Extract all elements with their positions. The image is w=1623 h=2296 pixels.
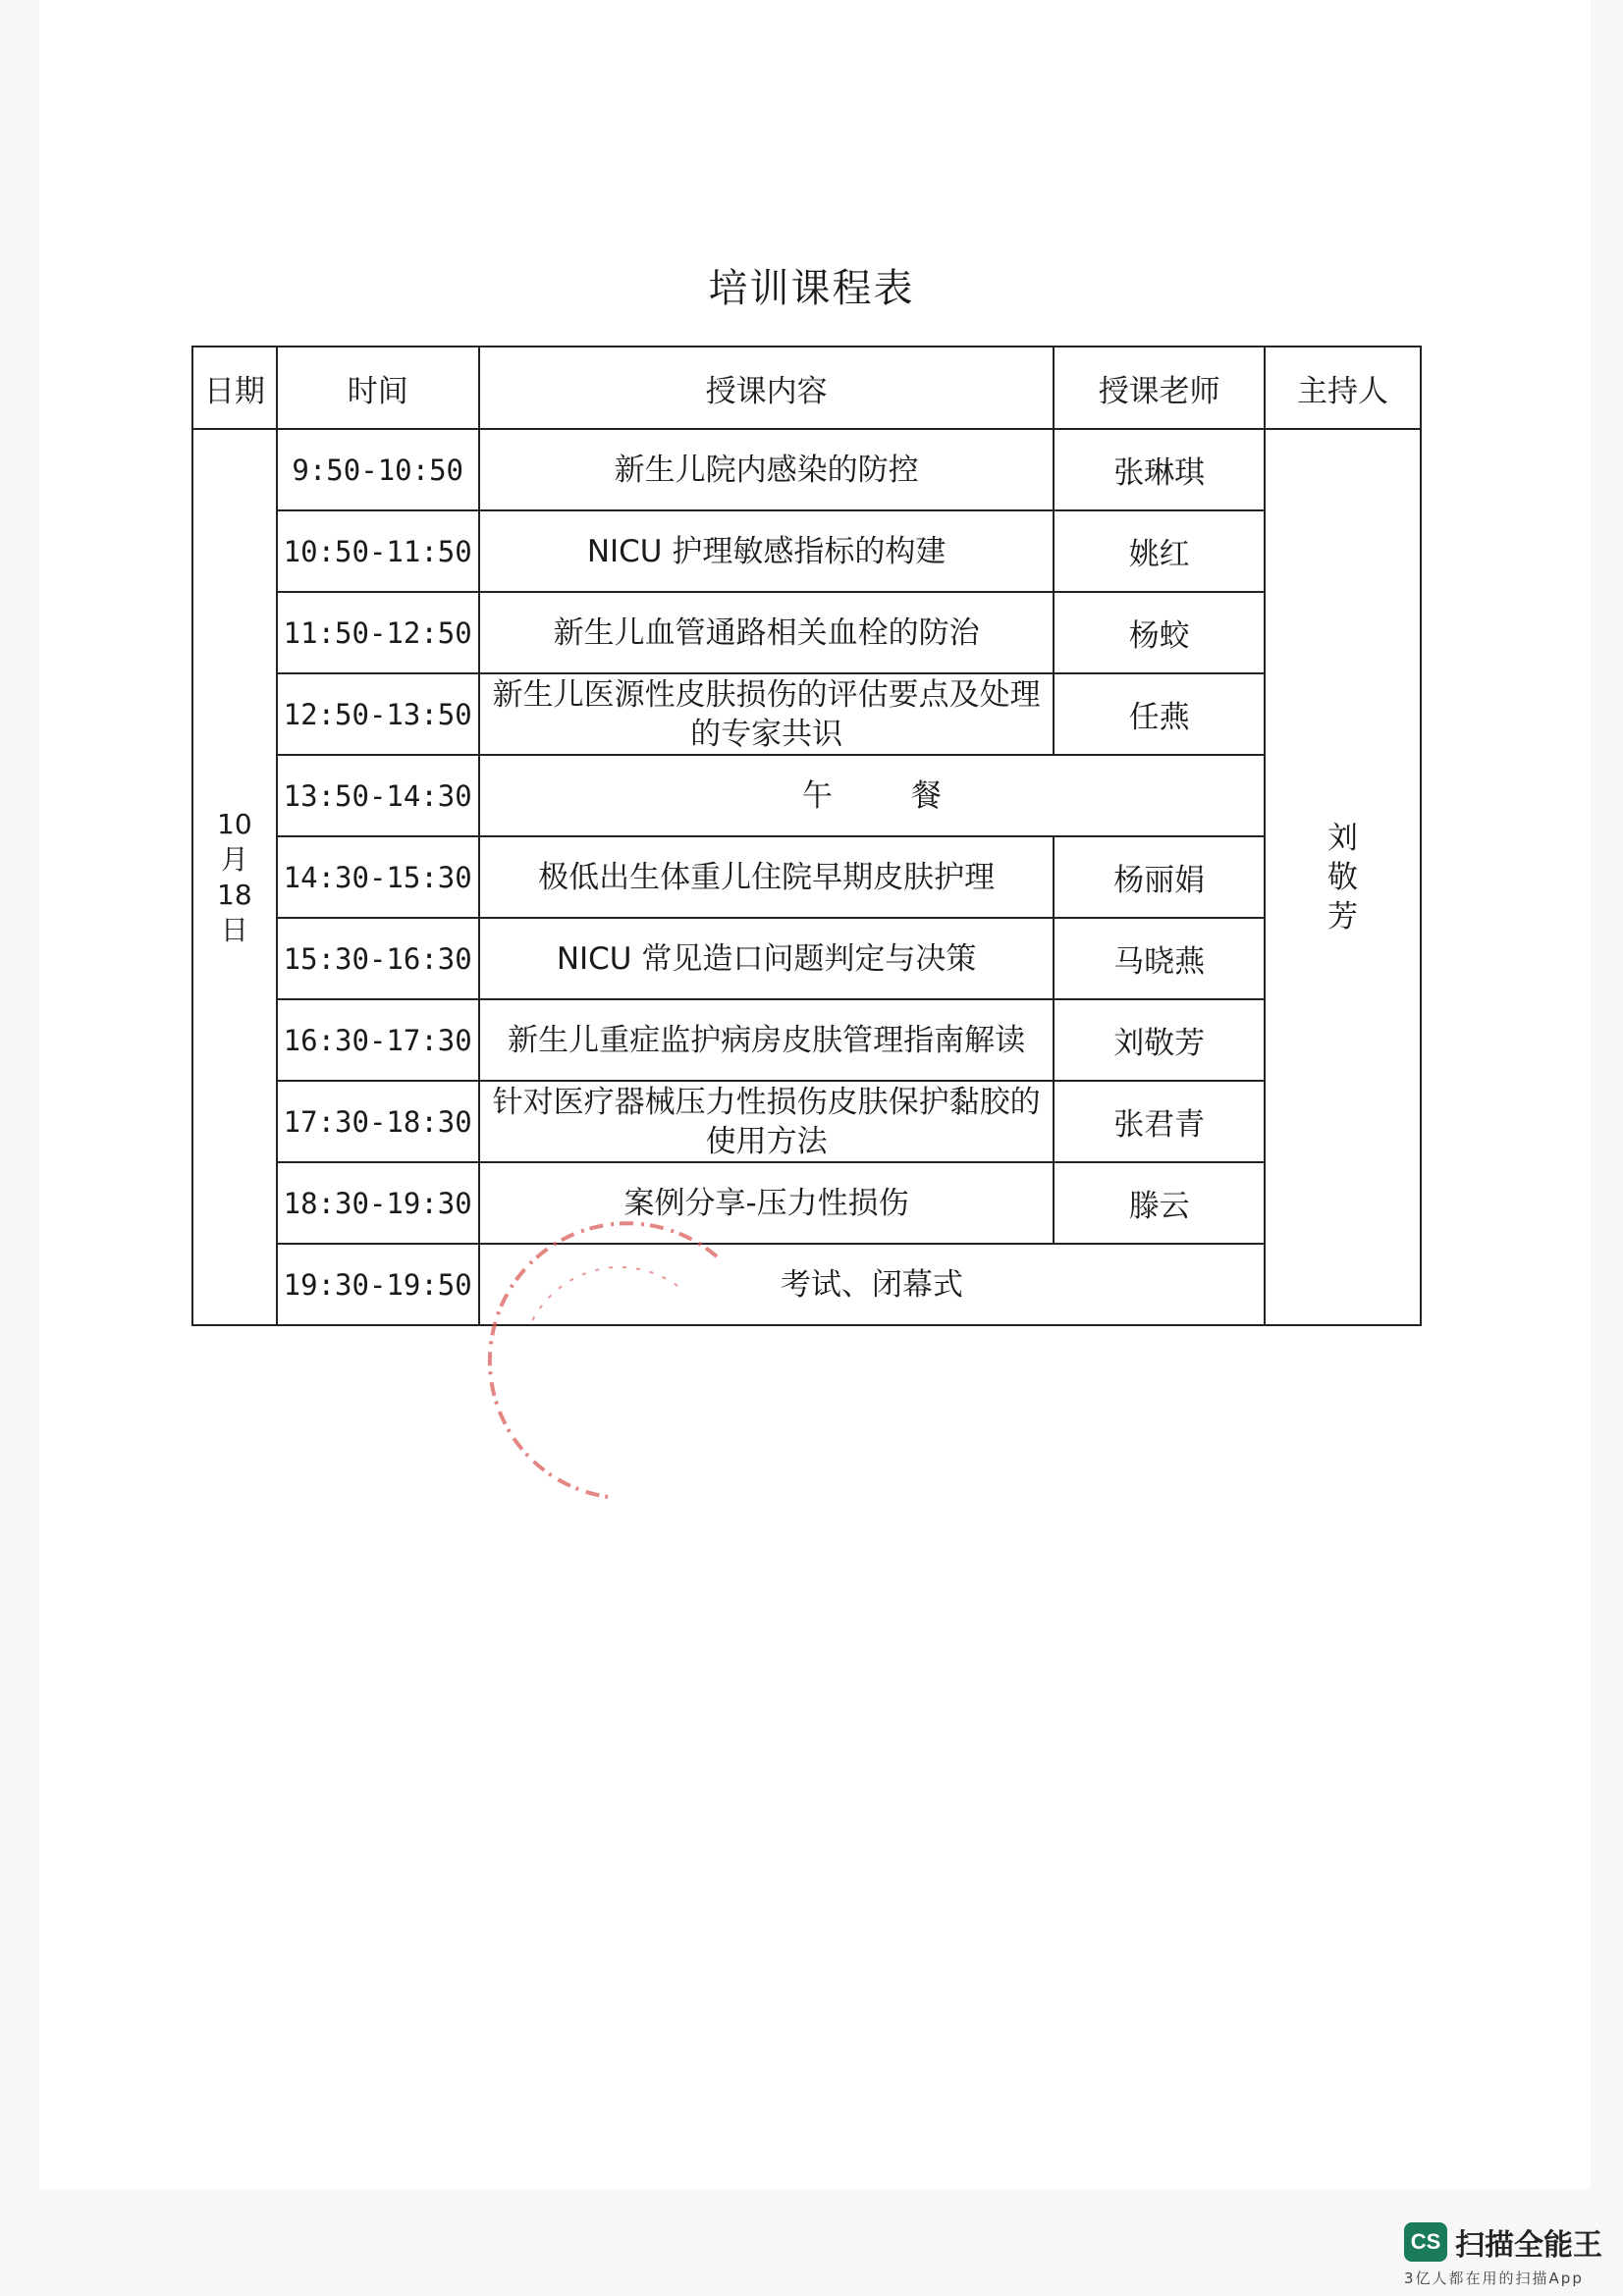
teacher-cell: 马晓燕: [1054, 918, 1265, 999]
lunch-char: 餐: [910, 777, 942, 814]
scanner-watermark: [1404, 2220, 1602, 2264]
teacher-cell: 张君青: [1054, 1081, 1265, 1162]
teacher-cell: 刘敬芳: [1054, 999, 1265, 1081]
date-char: 18: [217, 878, 252, 911]
time-cell: 15:30-16:30: [277, 918, 479, 999]
content-cell: NICU 常见造口问题判定与决策: [479, 918, 1055, 999]
schedule-row: [192, 673, 1421, 755]
date-char: 日: [220, 913, 248, 946]
time-cell: 17:30-18:30: [277, 1081, 479, 1162]
schedule-table: [191, 346, 1422, 1326]
schedule-row: [192, 1244, 1421, 1325]
content-cell: 新生儿医源性皮肤损伤的评估要点及处理的专家共识: [479, 673, 1055, 755]
header-time: 时间: [277, 347, 479, 429]
header-date: 日期: [192, 347, 277, 429]
host-cell: [1265, 755, 1421, 999]
time-cell: 19:30-19:50: [277, 1244, 479, 1325]
header-content: 授课内容: [479, 347, 1055, 429]
teacher-cell: 杨蛟: [1054, 592, 1265, 673]
schedule-row: [192, 592, 1421, 673]
teacher-cell: 姚红: [1054, 510, 1265, 592]
header-host: 主持人: [1265, 347, 1421, 429]
content-cell: 案例分享-压力性损伤: [479, 1162, 1055, 1244]
schedule-row: [192, 999, 1421, 1081]
date-char: 10: [217, 807, 252, 840]
time-cell: 10:50-11:50: [277, 510, 479, 592]
time-cell: 16:30-17:30: [277, 999, 479, 1081]
teacher-cell: 张琳琪: [1054, 429, 1265, 510]
schedule-row: [192, 1162, 1421, 1244]
content-cell: 新生儿院内感染的防控: [479, 429, 1055, 510]
teacher-cell: 杨丽娟: [1054, 836, 1265, 918]
date-cell: [192, 429, 277, 1325]
content-cell: 极低出生体重儿住院早期皮肤护理: [479, 836, 1055, 918]
content-cell: 针对医疗器械压力性损伤皮肤保护黏胶的使用方法: [479, 1081, 1055, 1162]
schedule-row: [192, 918, 1421, 999]
scanner-name: 扫描全能王: [1455, 2228, 1602, 2263]
host-top-spacer: [1265, 429, 1421, 755]
host-char: 敬: [1326, 859, 1358, 895]
schedule-row: [192, 429, 1421, 510]
closing-cell: 考试、闭幕式: [479, 1244, 1265, 1325]
content-cell: 新生儿血管通路相关血栓的防治: [479, 592, 1055, 673]
schedule-row: [192, 1081, 1421, 1162]
content-cell: 新生儿重症监护病房皮肤管理指南解读: [479, 999, 1055, 1081]
table-header-row: [192, 347, 1421, 429]
schedule-row: [192, 755, 1421, 836]
teacher-cell: 滕云: [1054, 1162, 1265, 1244]
time-cell: 14:30-15:30: [277, 836, 479, 918]
scanner-logo: CS: [1404, 2222, 1447, 2262]
host-char: 芳: [1326, 898, 1358, 934]
time-cell: 11:50-12:50: [277, 592, 479, 673]
schedule-row: [192, 836, 1421, 918]
lunch-cell: [479, 755, 1265, 836]
content-cell: NICU 护理敏感指标的构建: [479, 510, 1055, 592]
time-cell: 12:50-13:50: [277, 673, 479, 755]
lunch-char: 午: [801, 777, 833, 814]
scanner-tagline: 3亿人都在用的扫描App: [1404, 2269, 1584, 2287]
host-bottom-spacer: [1265, 999, 1421, 1325]
teacher-cell: 任燕: [1054, 673, 1265, 755]
time-cell: 9:50-10:50: [277, 429, 479, 510]
schedule-row: [192, 510, 1421, 592]
host-char: 刘: [1326, 820, 1358, 856]
time-cell: 18:30-19:30: [277, 1162, 479, 1244]
page-title: 培训课程表: [708, 266, 915, 311]
time-cell: 13:50-14:30: [277, 755, 479, 836]
header-teacher: 授课老师: [1054, 347, 1265, 429]
date-char: 月: [220, 842, 248, 876]
